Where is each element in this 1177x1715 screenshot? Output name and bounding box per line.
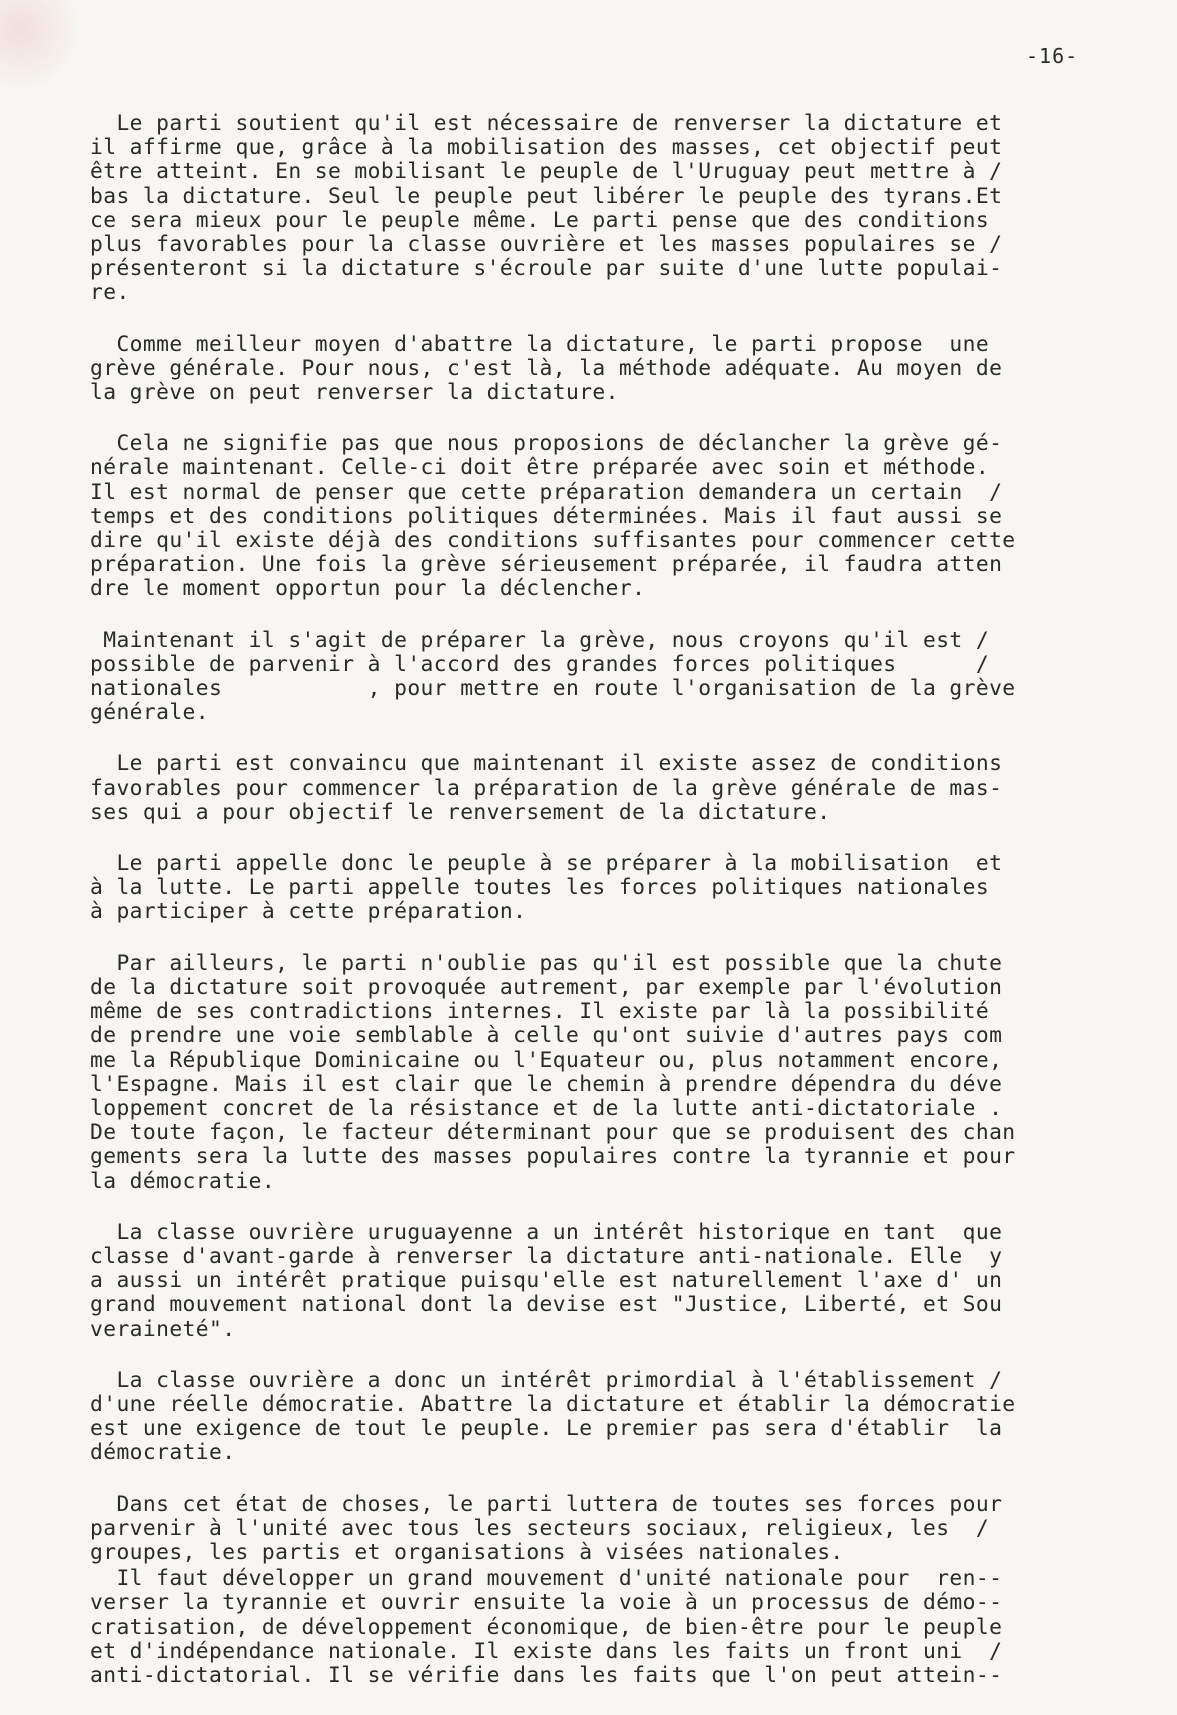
document-body — [90, 112, 1100, 1715]
paragraph — [90, 112, 1100, 306]
text-line: La classe ouvrière uruguayenne a un intérêt historique en tant que — [90, 1219, 1003, 1245]
paragraph — [90, 1221, 1100, 1342]
paragraph — [90, 1493, 1100, 1566]
text-line: bas la dictature. Seul le peuple peut libérer le peuple des tyrans.Et — [90, 183, 1003, 209]
paragraph — [90, 1567, 1100, 1688]
text-line: à la lutte. Le parti appelle toutes les forces politiques nationales — [90, 875, 990, 901]
text-line: il affirme que, grâce à la mobilisation des masses, cet objectif peut — [90, 135, 1003, 161]
text-line: d'une réelle démocratie. Abattre la dictature et établir la démocratie — [90, 1391, 1016, 1417]
text-line: préparation. Une fois la grève sérieusement préparée, il faudra atten — [90, 552, 1003, 578]
text-line: plus favorables pour la classe ouvrière et les masses populaires se / — [90, 232, 1003, 258]
text-line: nérale maintenant. Celle-ci doit être préparée avec soin et méthode. — [90, 455, 990, 481]
text-line: Cela ne signifie pas que nous proposions de déclancher la grève gé- — [90, 431, 1003, 457]
paragraph — [90, 432, 1100, 601]
text-line: la démocratie. — [90, 1168, 276, 1194]
text-line: gements sera la lutte des masses populaires contre la tyrannie et pour — [90, 1144, 1016, 1170]
text-line: être atteint. En se mobilisant le peuple de l'Uruguay peut mettre à / — [90, 159, 1003, 185]
text-line: ses qui a pour objectif le renversement de la dictature. — [90, 799, 831, 825]
text-line: et d'indépendance nationale. Il existe dans les faits un front uni / — [90, 1638, 1003, 1664]
paragraph — [90, 333, 1100, 406]
paragraph — [90, 1369, 1100, 1466]
text-line: présenteront si la dictature s'écroule par suite d'une lutte populai- — [90, 256, 1003, 282]
text-line: me la République Dominicaine ou l'Equateur ou, plus notamment encore, — [90, 1047, 1003, 1073]
text-line: même de ses contradictions internes. Il existe par là la possibilité — [90, 999, 990, 1025]
text-line: Par ailleurs, le parti n'oublie pas qu'il est possible que la chute — [90, 950, 1003, 976]
text-line: Maintenant il s'agit de préparer la grève, nous croyons qu'il est / — [90, 627, 990, 653]
text-line: cratisation, de développement économique, de bien-être pour le peuple — [90, 1614, 1003, 1640]
text-line: grève générale. Pour nous, c'est là, la méthode adéquate. Au moyen de — [90, 355, 1003, 381]
text-line: La classe ouvrière a donc un intérêt primordial à l'établissement / — [90, 1367, 1003, 1393]
text-line: verser la tyrannie et ouvrir ensuite la voie à un processus de démo-- — [90, 1590, 1003, 1616]
text-line: possible de parvenir à l'accord des grandes forces politiques / — [90, 651, 990, 677]
paragraph — [90, 752, 1100, 825]
text-line: Le parti soutient qu'il est nécessaire de renverser la dictature et — [90, 111, 1003, 136]
text-line: re. — [90, 280, 130, 306]
text-line: Comme meilleur moyen d'abattre la dictature, le parti propose une — [90, 331, 990, 357]
text-line: l'Espagne. Mais il est clair que le chemin à prendre dépendra du déve — [90, 1071, 1003, 1097]
text-line: anti-dictatorial. Il se vérifie dans les faits que l'on peut attein-- — [90, 1662, 1003, 1688]
text-line: temps et des conditions politiques déterminées. Mais il faut aussi se — [90, 503, 1003, 529]
text-line: Il est normal de penser que cette préparation demandera un certain / — [90, 479, 1003, 505]
paragraph — [90, 952, 1100, 1194]
text-line: a aussi un intérêt pratique puisqu'elle est naturellement l'axe d' un — [90, 1268, 1003, 1294]
text-line: De toute façon, le facteur déterminant pour que se produisent des chan — [90, 1120, 1016, 1146]
text-line: Il faut développer un grand mouvement d'unité nationale pour ren-- — [90, 1566, 1003, 1592]
text-line: groupes, les partis et organisations à visées nationales. — [90, 1539, 844, 1565]
text-line: classe d'avant-garde à renverser la dictature anti-nationale. Elle y — [90, 1243, 1003, 1269]
text-line: de prendre une voie semblable à celle qu'ont suivie d'autres pays com — [90, 1023, 1003, 1049]
text-line: de la dictature soit provoquée autrement, par exemple par l'évolution — [90, 974, 1003, 1000]
text-line: à participer à cette préparation. — [90, 899, 527, 925]
text-line: Le parti est convaincu que maintenant il existe assez de conditions — [90, 751, 1003, 777]
text-line: grand mouvement national dont la devise est "Justice, Liberté, et Sou — [90, 1292, 1003, 1318]
text-line: ce sera mieux pour le peuple même. Le parti pense que des conditions — [90, 207, 990, 233]
paragraph — [90, 629, 1100, 726]
text-line: est une exigence de tout le peuple. Le premier pas sera d'établir la — [90, 1416, 1003, 1442]
text-line: Dans cet état de choses, le parti luttera de toutes ses forces pour — [90, 1491, 1003, 1517]
text-line: générale. — [90, 700, 209, 726]
text-line: favorables pour commencer la préparation de la grève générale de mas- — [90, 775, 1003, 801]
text-line: dre le moment opportun pour la déclencher. — [90, 576, 646, 602]
text-line: démocratie. — [90, 1440, 236, 1466]
page-number: -16- — [1026, 44, 1079, 68]
text-line: dire qu'il existe déjà des conditions suffisantes pour commencer cette — [90, 528, 1016, 554]
paragraph — [90, 852, 1100, 925]
text-line: loppement concret de la résistance et de la lutte anti-dictatoriale . — [90, 1095, 1003, 1121]
text-line: veraineté". — [90, 1316, 236, 1342]
text-line: nationales , pour mettre en route l'organisation de la grève — [90, 676, 1016, 702]
text-line: parvenir à l'unité avec tous les secteurs sociaux, religieux, les / — [90, 1515, 990, 1541]
text-line: Le parti appelle donc le peuple à se préparer à la mobilisation et — [90, 851, 1003, 877]
text-line: la grève on peut renverser la dictature. — [90, 380, 619, 406]
